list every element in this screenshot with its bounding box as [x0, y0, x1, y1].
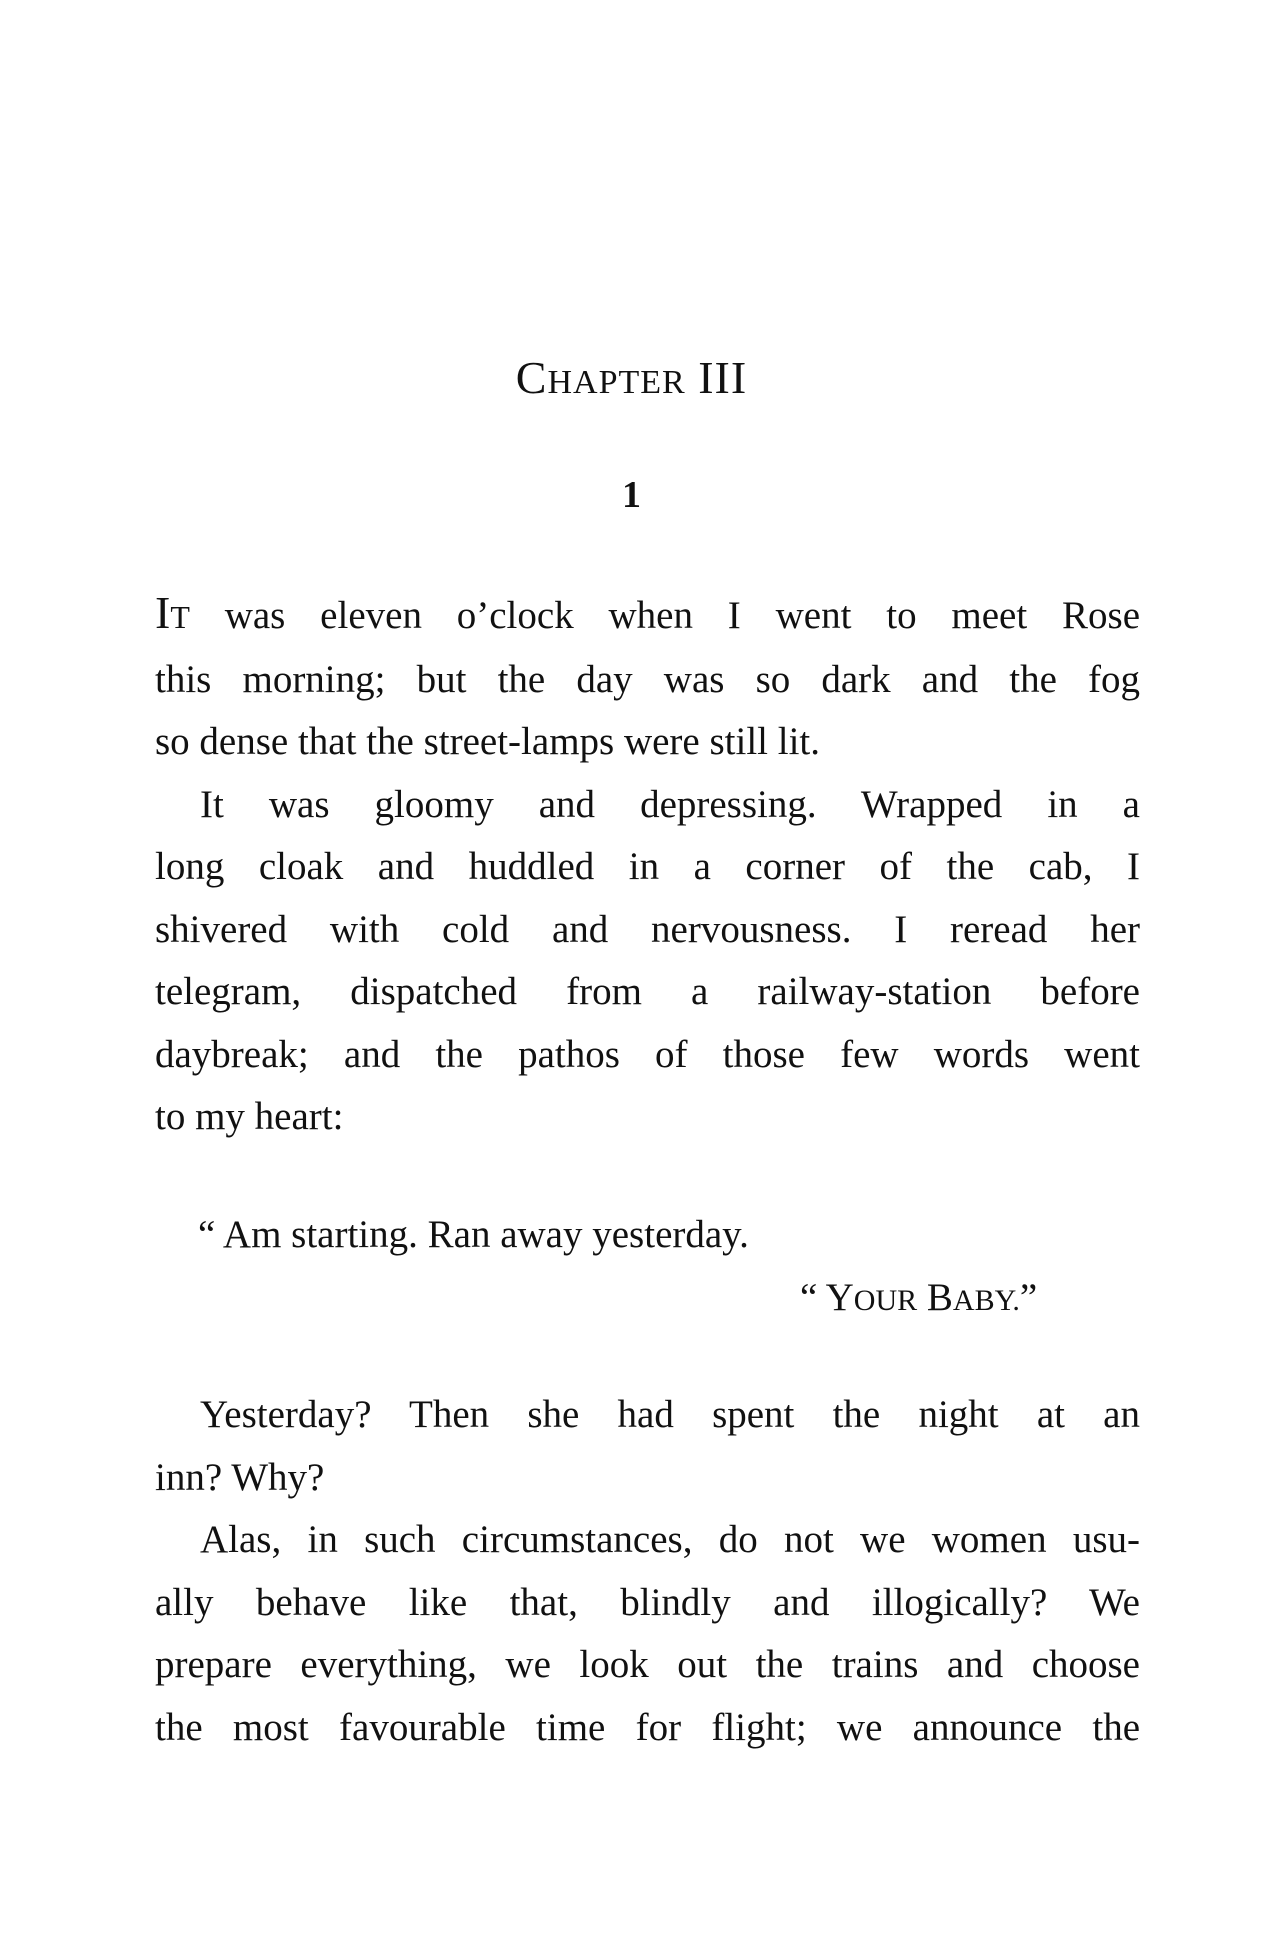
paragraph-2-line-1: It was gloomy and depressing. Wrapped in a	[200, 782, 1140, 826]
signature-initial-y: Y	[825, 1276, 854, 1319]
chapter-heading-initial: C	[515, 352, 548, 403]
chapter-numeral: III	[698, 352, 748, 403]
paragraph-1-line-2: this morning; but the day was so dark and the fog	[155, 657, 1140, 701]
signature-word-aby: ABY.	[952, 1284, 1020, 1317]
paragraph-4-line-1: Alas, in such circumstances, do not we women usu-	[200, 1518, 1140, 1561]
paragraph-1-line-1-text: was eleven o’clock when I went to meet Rose	[224, 594, 1141, 637]
signature-open-quote: “	[800, 1276, 826, 1319]
chapter-heading-word: HAPTER	[547, 364, 686, 401]
paragraph-3-line-1: Yesterday? Then she had spent the night at an	[200, 1393, 1140, 1436]
paragraph-4-line-3: prepare everything, we look out the trains and choose	[155, 1643, 1140, 1686]
text-block-closing	[155, 1384, 1140, 1759]
text-block-opening	[155, 582, 1140, 1149]
paragraph-2-line-3: shivered with cold and nervousness. I reread her	[155, 907, 1140, 951]
signature-word-our: OUR	[853, 1284, 918, 1317]
paragraph-2-line-5: daybreak; and the pathos of those few words went	[155, 1032, 1140, 1076]
paragraph-2-line-4: telegram, dispatched from a railway-station before	[155, 970, 1140, 1013]
paragraph-3-line-2: inn? Why?	[155, 1455, 325, 1499]
drop-initial-rest: T	[170, 599, 190, 635]
telegram-message: “ Am starting. Ran away yesterday.	[198, 1213, 749, 1256]
paragraph-2-line-6: to my heart:	[155, 1095, 344, 1138]
telegram-signature	[800, 1278, 1037, 1317]
signature-initial-b: B	[926, 1276, 953, 1319]
paragraph-1-line-1	[155, 582, 1140, 649]
chapter-heading	[0, 352, 1263, 403]
paragraph-4-line-2: ally behave like that, blindly and illogically? We	[155, 1580, 1140, 1624]
section-number: 1	[622, 474, 641, 516]
paragraph-4-line-4: the most favourable time for flight; we announce the	[155, 1705, 1140, 1749]
drop-initial: I	[155, 587, 171, 638]
signature-close-quote: ”	[1019, 1276, 1038, 1319]
paragraph-1-line-3: so dense that the street-lamps were still lit.	[155, 720, 820, 763]
paragraph-2-line-2: long cloak and huddled in a corner of the cab, I	[155, 845, 1140, 888]
